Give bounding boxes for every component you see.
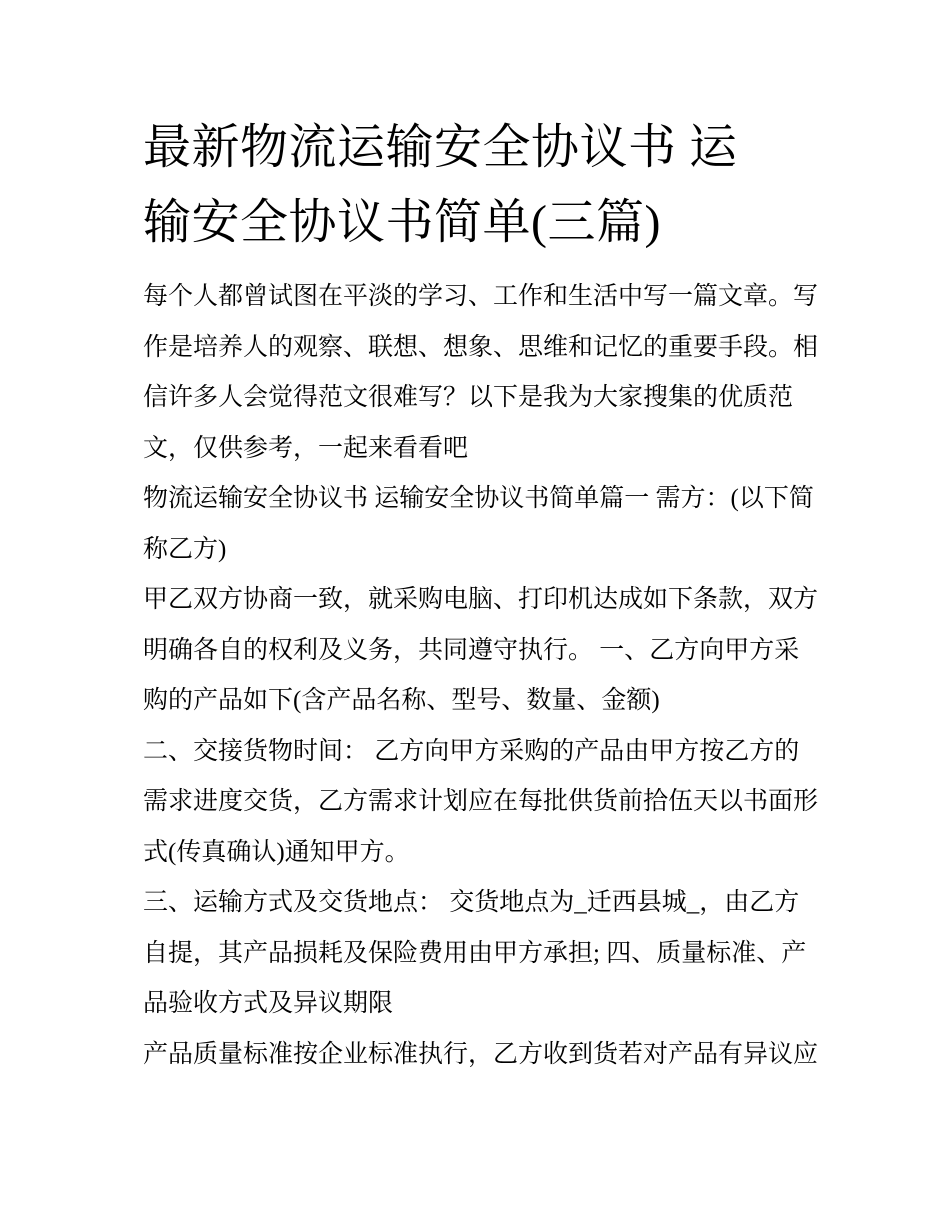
document-body (143, 272, 823, 1080)
body-paragraph-clause-2: 二、交接货物时间： 乙方向甲方采购的产品由甲方按乙方的需求进度交货，乙方需求计划应在每批供货前拾伍天以书面形式(传真确认)通知甲方。 (143, 737, 819, 866)
document-content (143, 110, 823, 1080)
document-title: 最新物流运输安全协议书 运输安全协议书简单(三篇) (143, 121, 738, 249)
body-paragraph-clause-4: 产品质量标准按企业标准执行，乙方收到货若对产品有异议应 (143, 1040, 819, 1068)
body-paragraph-clause-1: 甲乙双方协商一致，就采购电脑、打印机达成如下条款，双方明确各自的权利及义务，共同遵守执行。 一、乙方向甲方采购的产品如下(含产品名称、型号、数量、金额) (143, 586, 819, 714)
body-paragraph-clause-3: 三、运输方式及交货地点： 交货地点为_迁西县城_，由乙方自提，其产品损耗及保险费用由甲方承担; 四、质量标准、产品验收方式及异议期限 (143, 889, 807, 1017)
body-paragraph-section-heading: 物流运输安全协议书 运输安全协议书简单篇一 需方：(以下简称乙方) (143, 485, 814, 563)
body-paragraph-intro: 每个人都曾试图在平淡的学习、工作和生活中写一篇文章。写作是培养人的观察、联想、想象、思维和记忆的重要手段。相信许多人会觉得范文很难写？以下是我为大家搜集的优质范文，仅供参考，一起来看看吧 (143, 283, 819, 462)
